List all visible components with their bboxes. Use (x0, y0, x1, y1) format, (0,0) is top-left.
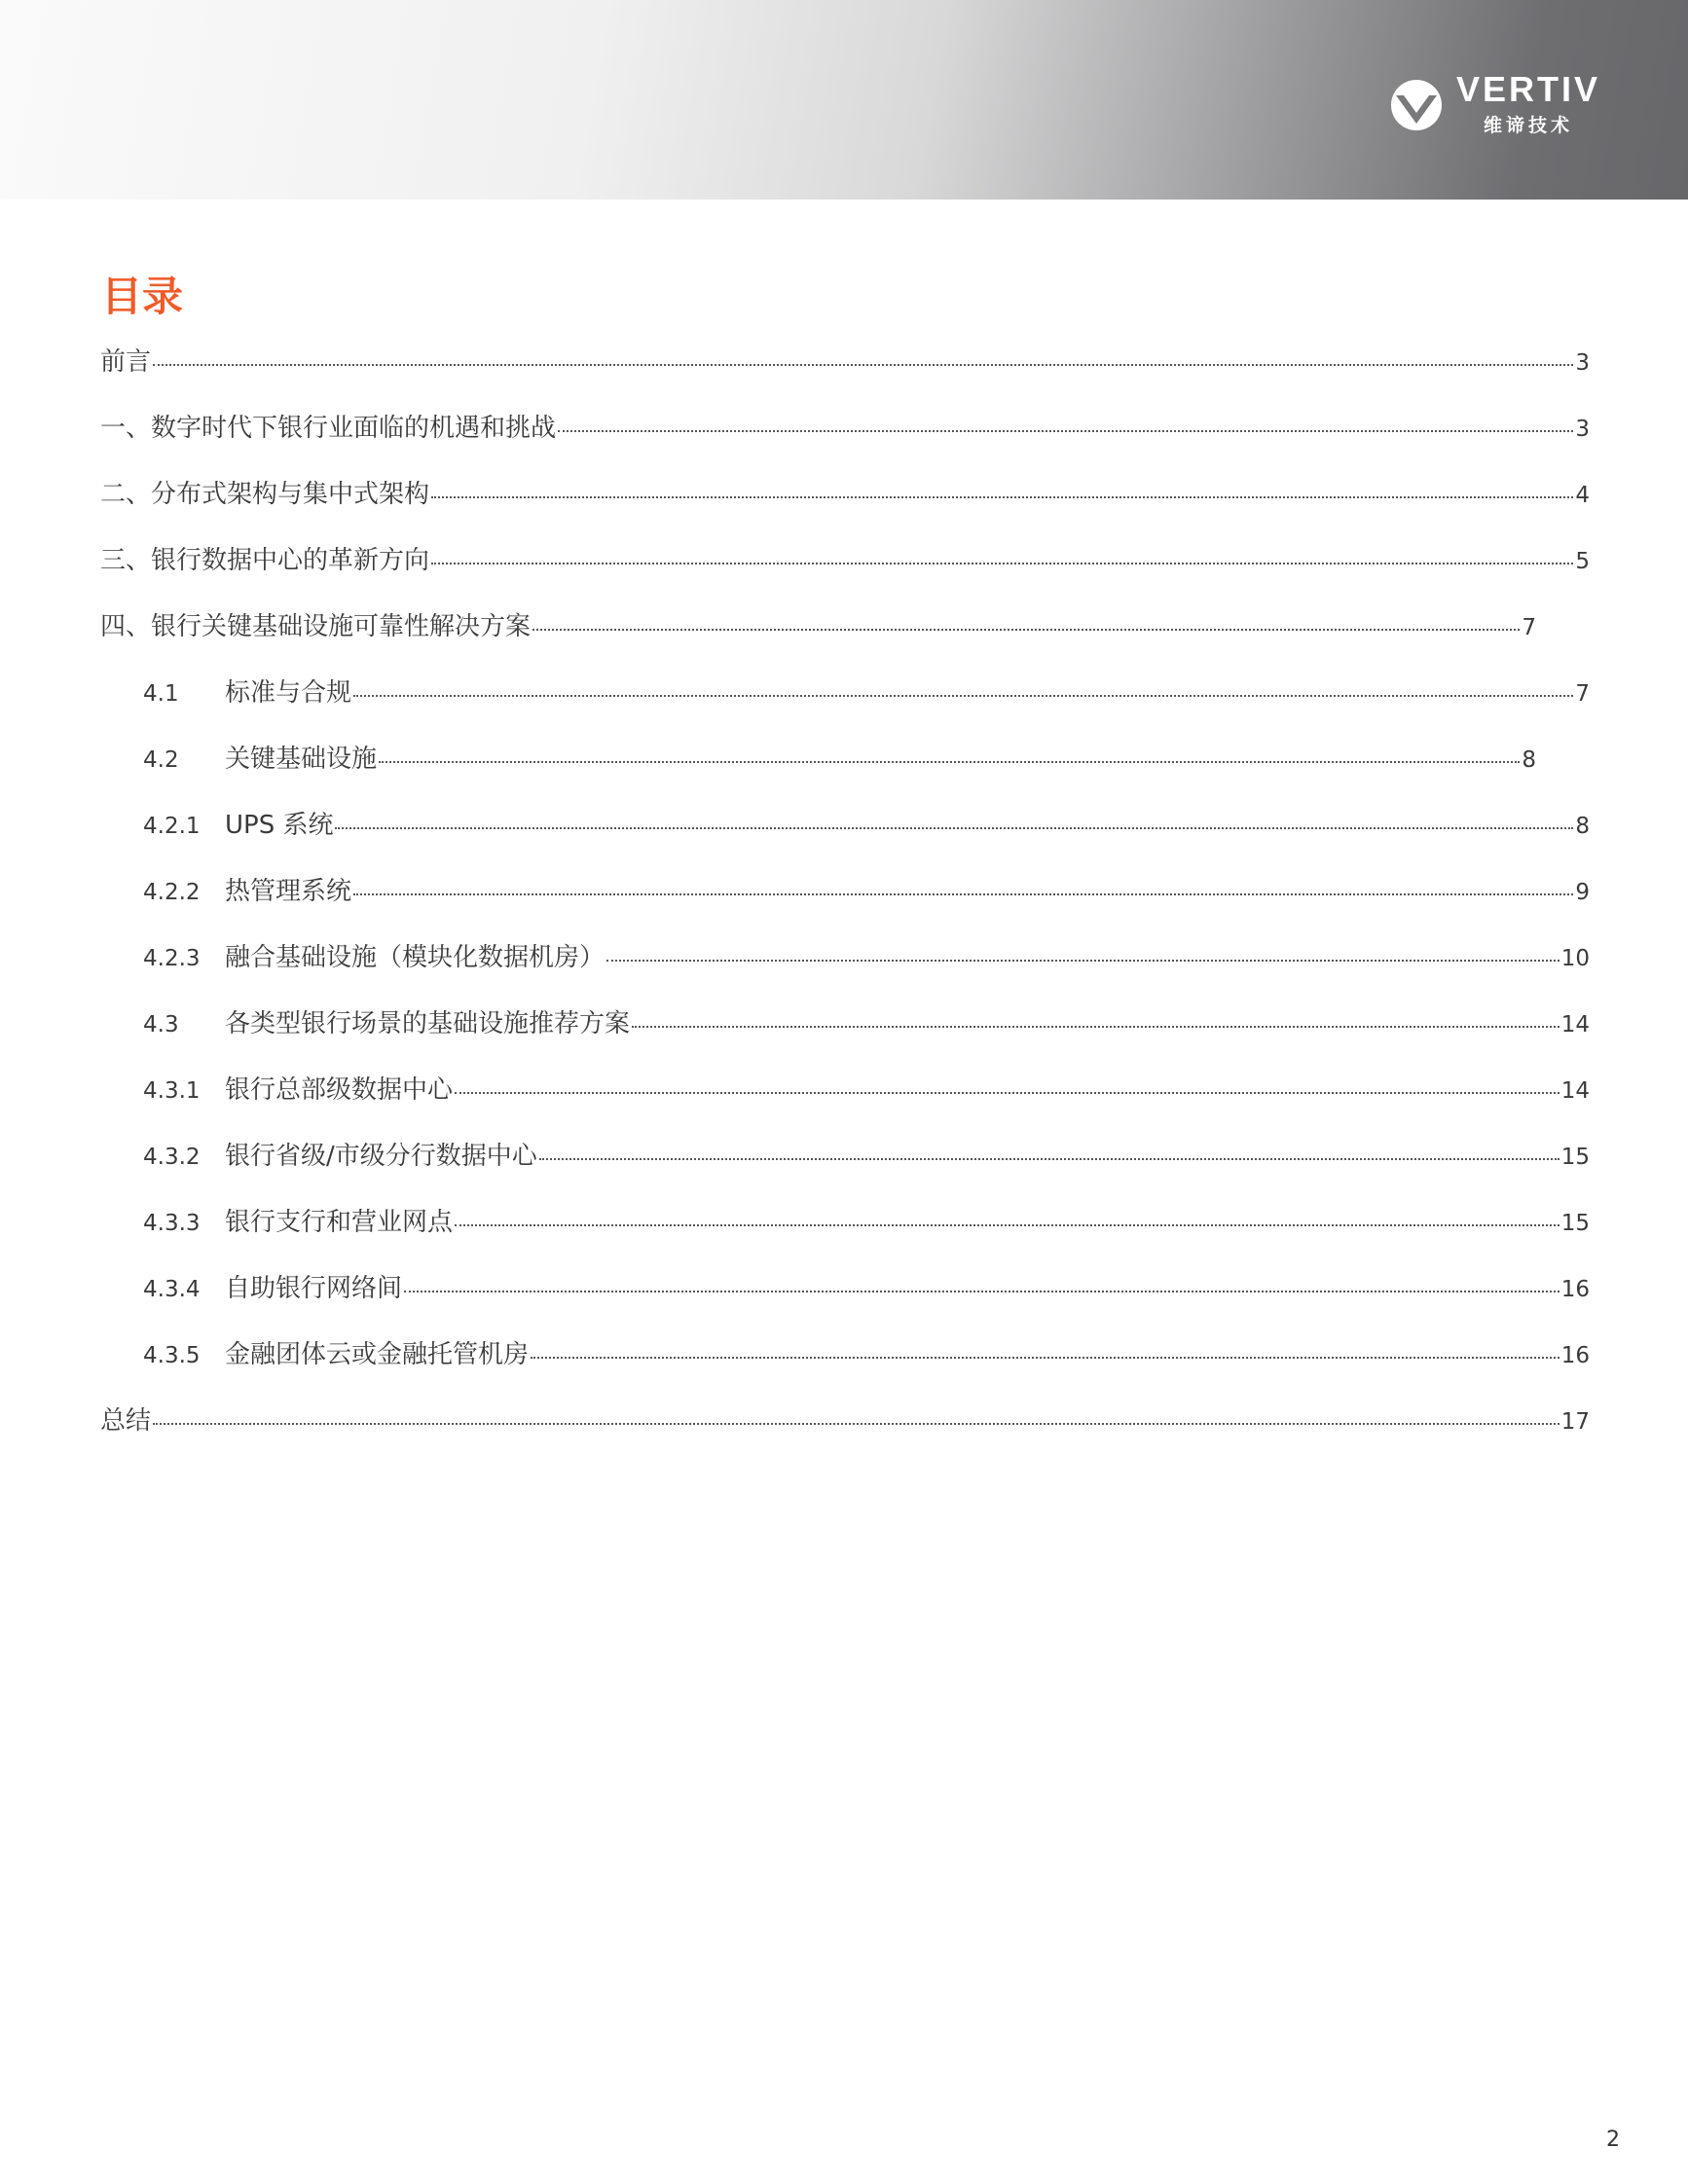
toc-entry[interactable] (100, 409, 1590, 475)
dot-leader (455, 1224, 1560, 1226)
toc-entry-page: 4 (1575, 483, 1590, 508)
toc-entry-label: 银行省级/市级分行数据中心 (225, 1142, 537, 1171)
toc-entry[interactable] (100, 607, 1536, 673)
toc-entry[interactable] (100, 1335, 1590, 1401)
toc-entry[interactable] (100, 343, 1590, 409)
toc-entry-page: 14 (1560, 1012, 1590, 1037)
toc-entry-number: 4.1 (143, 681, 179, 707)
toc-entry-page: 10 (1560, 946, 1590, 971)
toc-entry-number: 4.3.5 (143, 1343, 201, 1368)
toc-entry-number: 4.3.4 (143, 1277, 201, 1302)
dot-leader (431, 563, 1573, 564)
dot-leader (606, 960, 1560, 962)
toc-entry-page: 16 (1560, 1277, 1590, 1302)
toc-entry-number: 4.2.2 (143, 880, 201, 905)
toc-entry-label: 标准与合规 (225, 678, 352, 708)
toc-entry-label: 融合基础设施（模块化数据机房） (225, 943, 605, 972)
dot-leader (431, 496, 1573, 498)
toc-title: 目录 (101, 273, 184, 320)
toc-entry-label: 银行总部级数据中心 (225, 1075, 454, 1105)
toc-entry[interactable] (100, 1401, 1590, 1468)
toc-entry-label: 热管理系统 (225, 877, 352, 906)
page-number: 2 (1606, 2128, 1620, 2152)
toc-entry-page: 9 (1575, 880, 1590, 905)
toc-entry-page: 8 (1575, 814, 1590, 839)
toc-entry-label: 总结 (100, 1406, 152, 1436)
logo-en: VERTIV (1456, 69, 1601, 109)
dot-leader (531, 1357, 1560, 1359)
vertiv-logo (1390, 69, 1601, 137)
header-banner (0, 0, 1688, 200)
dot-leader (558, 430, 1573, 432)
toc-entry-page: 15 (1560, 1145, 1590, 1170)
toc-entry[interactable] (100, 1071, 1590, 1137)
toc-entry-number: 4.2 (143, 747, 179, 773)
toc-entry-page: 3 (1575, 417, 1590, 442)
toc-entry-label: 一、数字时代下银行业面临的机遇和挑战 (100, 414, 557, 443)
toc-entry-number: 4.2.3 (143, 946, 201, 971)
toc-entry-page: 16 (1560, 1343, 1590, 1368)
toc-entry-page: 3 (1575, 350, 1590, 376)
toc-entry-label: 前言 (100, 347, 152, 377)
toc-entry-page: 5 (1575, 549, 1590, 574)
toc-entry[interactable] (100, 1269, 1590, 1335)
toc-entry[interactable] (100, 1137, 1590, 1203)
toc-entry-page: 17 (1560, 1409, 1590, 1435)
toc-entry-label: 各类型银行场景的基础设施推荐方案 (225, 1009, 631, 1038)
toc-entry-number: 4.3.1 (143, 1078, 201, 1104)
toc-entry-number: 4.3.2 (143, 1145, 201, 1170)
toc-entry-page: 7 (1522, 615, 1536, 640)
toc-entry-label: 三、银行数据中心的革新方向 (100, 546, 430, 575)
logo-zh: 维谛技术 (1484, 115, 1574, 136)
toc-entry-label: 自助银行网络间 (225, 1274, 403, 1303)
toc-entry[interactable] (100, 740, 1536, 806)
toc-entry-page: 7 (1575, 681, 1590, 707)
toc-entry-label: 四、银行关键基础设施可靠性解决方案 (100, 612, 532, 641)
dot-leader (335, 827, 1573, 829)
toc-entry[interactable] (100, 673, 1590, 740)
toc-entry-label: UPS 系统 (225, 811, 334, 840)
toc-entry[interactable] (100, 541, 1590, 607)
toc-entry-page: 15 (1560, 1211, 1590, 1236)
toc-entry-label: 银行支行和营业网点 (225, 1208, 454, 1237)
dot-leader (455, 1092, 1560, 1094)
dot-leader (153, 364, 1573, 366)
dot-leader (539, 1158, 1560, 1160)
dot-leader (153, 1423, 1560, 1425)
toc-entry-page: 14 (1560, 1078, 1590, 1104)
toc-entry-label: 关键基础设施 (225, 745, 378, 774)
toc-entry[interactable] (100, 806, 1590, 872)
dot-leader (353, 695, 1573, 697)
dot-leader (353, 893, 1573, 895)
toc-entry-label: 二、分布式架构与集中式架构 (100, 480, 430, 509)
table-of-contents (100, 343, 1590, 1468)
toc-entry-label: 金融团体云或金融托管机房 (225, 1340, 530, 1369)
toc-entry-number: 4.2.1 (143, 814, 201, 839)
toc-entry[interactable] (100, 938, 1590, 1004)
toc-entry-page: 8 (1522, 747, 1536, 773)
toc-entry[interactable] (100, 1203, 1590, 1269)
vertiv-logo-icon (1390, 79, 1443, 131)
toc-entry[interactable] (100, 475, 1590, 541)
dot-leader (632, 1026, 1560, 1028)
toc-entry-number: 4.3 (143, 1012, 179, 1037)
toc-entry[interactable] (100, 1004, 1590, 1071)
toc-entry-number: 4.3.3 (143, 1211, 201, 1236)
dot-leader (532, 629, 1520, 631)
dot-leader (404, 1291, 1560, 1292)
toc-entry[interactable] (100, 872, 1590, 938)
dot-leader (379, 761, 1520, 763)
